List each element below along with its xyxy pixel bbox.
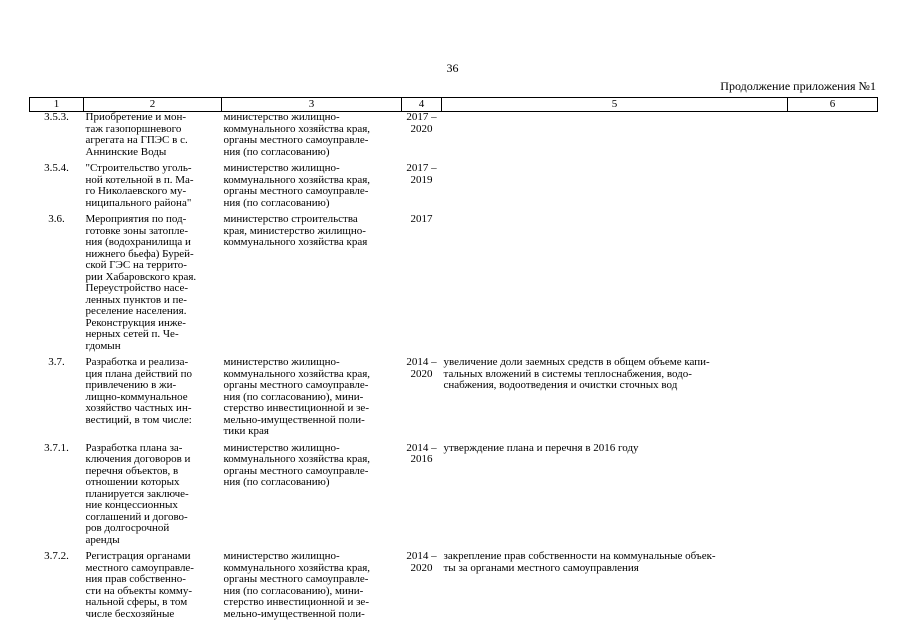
item-executor-line: мельно-имущественной поли-: [223, 413, 365, 426]
item-name-line: Приобретение и мон-: [85, 111, 187, 123]
item-executor-line: стерство инвестиционной и зе-: [223, 596, 369, 608]
item-executor-line: ния (по согласованию): [223, 476, 330, 488]
table-body: [30, 112, 878, 626]
item-result: [442, 163, 788, 214]
item-period-line: 2019: [410, 173, 433, 186]
item-period: [402, 112, 442, 164]
item-name-line: рии Хабаровского края.: [85, 270, 197, 283]
item-name-line: Регистрация органами: [85, 550, 191, 562]
item-executor-line: тики края: [223, 425, 269, 437]
item-executor-line: министерство жилищно-: [223, 111, 340, 123]
item-number: 3.5.3.: [44, 111, 69, 123]
item-note: [788, 357, 878, 443]
item-executor-line: стерство инвестиционной и зе-: [223, 402, 369, 414]
item-name-line: ция плана действий по: [85, 367, 193, 380]
item-executor-line: министерство жилищно-: [223, 356, 340, 368]
col-header-5: 5: [442, 98, 788, 112]
item-period: [402, 443, 442, 552]
col-header-2: 2: [84, 98, 222, 112]
col-header-3: 3: [222, 98, 402, 112]
item-name-line: Разработка плана за-: [85, 441, 183, 454]
item-name: [84, 551, 222, 625]
item-name-line: вестиций, в том числе:: [85, 413, 192, 426]
item-note: [788, 163, 878, 214]
item-result: [442, 443, 788, 552]
item-name-line: привлечению в жи-: [85, 379, 177, 391]
item-note: [788, 551, 878, 625]
item-executor-line: ния (по согласованию): [223, 196, 330, 209]
item-executor-line: коммунального хозяйства края,: [223, 561, 371, 574]
item-number: 3.7.2.: [44, 550, 69, 562]
item-executor-line: министерство жилищно-: [223, 441, 340, 454]
item-executor: [222, 357, 402, 443]
item-name-line: ния прав собственно-: [85, 573, 186, 585]
item-result-line: ты за органами местного самоуправления: [443, 561, 639, 574]
item-name-line: ной котельной в п. Ма-: [85, 173, 194, 186]
item-period-line: 2020: [410, 122, 433, 135]
table-row: [30, 112, 878, 164]
item-executor: [222, 214, 402, 357]
item-executor-line: министерство строительства: [223, 213, 358, 225]
item-name-line: ленных пунктов и пе-: [85, 293, 187, 306]
item-executor-line: коммунального хозяйства края,: [223, 122, 371, 135]
item-name-line: сти на объекты комму-: [85, 584, 193, 597]
item-number: 3.6.: [48, 213, 65, 225]
item-executor-line: коммунального хозяйства края,: [223, 367, 371, 380]
item-period-line: 2014 –: [406, 550, 437, 562]
item-result: [442, 112, 788, 164]
table-row: [30, 551, 878, 625]
item-name-line: нижнего бьефа) Бурей-: [85, 247, 194, 260]
item-name-line: аренды: [85, 533, 120, 546]
item-period-line: 2020: [410, 561, 433, 574]
table-row: [30, 357, 878, 443]
item-executor-line: коммунального хозяйства края,: [223, 173, 371, 186]
item-executor-line: коммунального хозяйства края,: [223, 453, 371, 465]
item-name-line: лищно-коммунальное: [85, 390, 188, 403]
item-name: [84, 163, 222, 214]
item-period: [402, 357, 442, 443]
item-period-line: 2017 –: [406, 111, 437, 123]
item-result-line: утверждение плана и перечня в 2016 году: [443, 441, 639, 454]
item-period: [402, 163, 442, 214]
item-executor: [222, 112, 402, 164]
item-executor-line: органы местного самоуправле-: [223, 379, 369, 391]
item-executor: [222, 443, 402, 552]
item-name-line: отношении которых: [85, 476, 180, 488]
item-result-line: закрепление прав собственности на коммунальные объек-: [443, 550, 716, 562]
item-executor: [222, 163, 402, 214]
item-name-line: нальной сферы, в том: [85, 596, 188, 608]
item-name-line: хозяйство частных ин-: [85, 402, 192, 414]
item-name-line: планируется заключе-: [85, 487, 189, 500]
item-name-line: числе бесхозяйные: [85, 607, 175, 620]
col-header-1: 1: [30, 98, 84, 112]
item-name-line: соглашений и догово-: [85, 510, 188, 523]
table-row: [30, 443, 878, 552]
item-period-line: 2017 –: [406, 162, 437, 174]
item-period-line: 2014 –: [406, 356, 437, 368]
column-number-row: [30, 98, 878, 112]
item-number: 3.7.: [48, 356, 65, 368]
item-result-line: тальных вложений в системы теплоснабжения, водо-: [443, 367, 692, 380]
item-period-line: 2020: [410, 367, 433, 380]
item-name-line: ключения договоров и: [85, 453, 191, 465]
item-name-line: Мероприятия по под-: [85, 213, 187, 225]
item-period-line: 2017: [410, 213, 433, 225]
item-executor-line: органы местного самоуправле-: [223, 573, 369, 585]
col-header-6: 6: [788, 98, 878, 112]
item-name: [84, 357, 222, 443]
item-name-line: Переустройство насе-: [85, 282, 189, 294]
item-name-line: перечня объектов, в: [85, 464, 179, 477]
item-period-line: 2014 –: [406, 441, 437, 454]
item-executor: [222, 551, 402, 625]
program-table: [29, 97, 878, 625]
table-row: [30, 214, 878, 357]
item-name-line: Аннинские Воды: [85, 145, 167, 158]
item-name: [84, 112, 222, 164]
item-executor-line: мельно-имущественной поли-: [223, 607, 365, 620]
item-executor-line: министерство жилищно-: [223, 550, 340, 562]
item-result-line: снабжения, водоотведения и очистки сточных вод: [443, 379, 678, 391]
col-header-4: 4: [402, 98, 442, 112]
item-executor-line: министерство жилищно-: [223, 162, 340, 174]
item-name-line: готовке зоны затопле-: [85, 224, 188, 237]
item-result: [442, 214, 788, 357]
item-name-line: местного самоуправле-: [85, 561, 194, 574]
item-note: [788, 112, 878, 164]
item-name-line: ров долгосрочной: [85, 522, 170, 534]
item-name-line: агрегата на ГПЭС в с.: [85, 134, 188, 146]
item-period-line: 2016: [410, 453, 433, 465]
item-name-line: ния (водохранилища и: [85, 236, 191, 248]
item-name-line: ние концессионных: [85, 499, 178, 511]
item-executor-line: органы местного самоуправле-: [223, 464, 369, 477]
item-name-line: Разработка и реализа-: [85, 356, 189, 368]
item-number: 3.7.1.: [44, 441, 69, 454]
item-name-line: го Николаевского му-: [85, 185, 187, 197]
item-executor-line: края, министерство жилищно-: [223, 224, 366, 237]
item-executor-line: органы местного самоуправле-: [223, 185, 369, 197]
item-result: [442, 551, 788, 625]
item-name-line: гдомын: [85, 339, 121, 352]
item-name-line: реселение населения.: [85, 305, 187, 317]
item-note: [788, 214, 878, 357]
page-number: 36: [446, 61, 459, 75]
item-executor-line: коммунального хозяйства края: [223, 236, 368, 248]
item-executor-line: органы местного самоуправле-: [223, 134, 369, 146]
item-period: [402, 551, 442, 625]
item-executor-line: ния (по согласованию): [223, 145, 330, 158]
item-note: [788, 443, 878, 552]
item-name: [84, 443, 222, 552]
table-row: [30, 163, 878, 214]
item-name-line: ской ГЭС на террито-: [85, 259, 187, 271]
item-executor-line: ния (по согласованию), мини-: [223, 584, 364, 597]
item-period: [402, 214, 442, 357]
item-name-line: таж газопоршневого: [85, 122, 182, 135]
item-name-line: ниципального района": [85, 196, 192, 209]
item-result: [442, 357, 788, 443]
continuation-caption: Продолжение приложения №1: [720, 79, 876, 93]
item-name-line: нерных сетей п. Че-: [85, 328, 179, 340]
item-result-line: увеличение доли заемных средств в общем объеме капи-: [443, 356, 710, 368]
item-name-line: "Строительство уголь-: [85, 162, 192, 174]
item-name: [84, 214, 222, 357]
item-number: 3.5.4.: [44, 162, 69, 174]
item-executor-line: ния (по согласованию), мини-: [223, 390, 364, 403]
item-name-line: Реконструкция инже-: [85, 316, 186, 329]
